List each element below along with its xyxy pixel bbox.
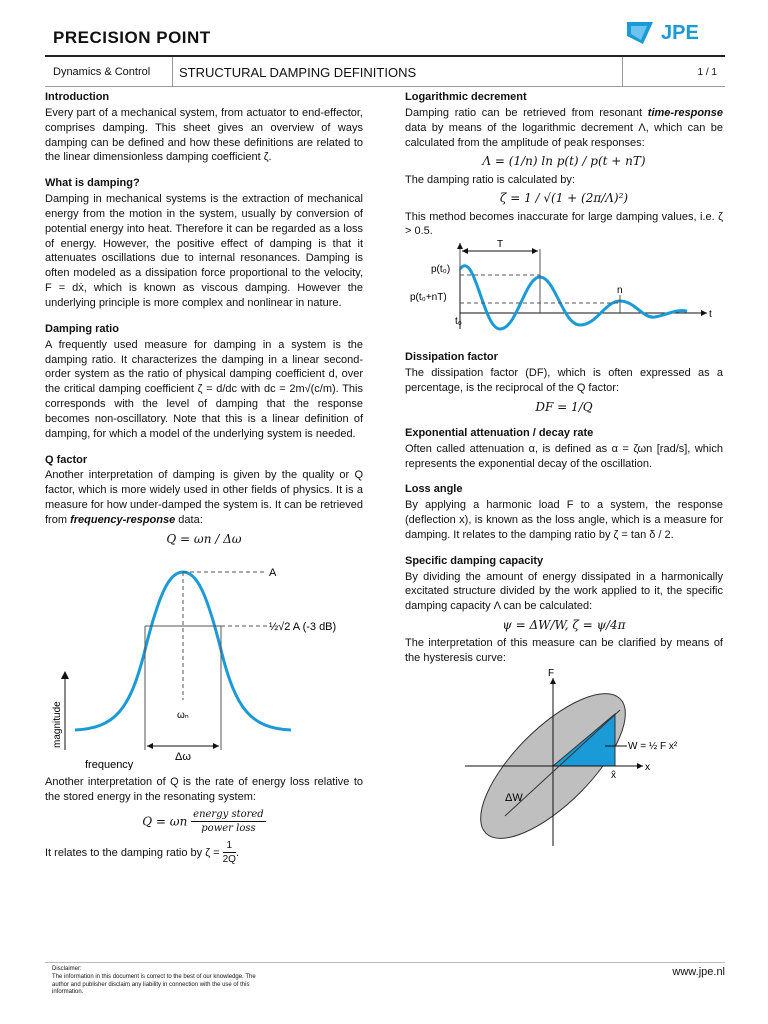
center-label: ωₙ: [177, 709, 189, 721]
y-axis-label: magnitude: [52, 701, 63, 748]
loss-text: By applying a harmonic load F to a system, the response (deflection x), is known as the loss angle, which is a measure for damping. It relates to the damping ratio by ζ = tan δ / 2.: [405, 499, 723, 541]
peak-label: A: [269, 566, 277, 579]
intro-section: [45, 90, 363, 165]
jpe-logo-icon: [625, 18, 659, 48]
exp-section: [405, 426, 723, 472]
exp-text: Often called attenuation α, is defined as α = ζωn [rad/s], which represents the exponential decay of the oscillation.: [405, 442, 723, 470]
df-heading: Dissipation factor: [405, 351, 498, 364]
log-heading: Logarithmic decrement: [405, 91, 527, 103]
x-axis-label: frequency: [85, 758, 134, 770]
what-heading: What is damping?: [45, 177, 140, 190]
q-section: [45, 453, 363, 867]
T-label: T: [497, 239, 504, 251]
disclaimer: Disclaimer: The information in this document is correct to the best of our knowledge. The author and publisher disclaim any liability in connection with the use of this information.: [52, 966, 256, 996]
logo-text: JPE: [661, 22, 699, 44]
left-column: [45, 90, 363, 878]
website-link[interactable]: www.jpe.nl: [672, 966, 725, 978]
q-equation-2: Q = ωn $\frac{\text{energy stored}}{\text{power loss}}$: [142, 808, 264, 834]
t-label: t: [709, 309, 712, 321]
n-label: n: [617, 285, 623, 297]
p-t0-label: p(t₀): [431, 264, 451, 276]
ratio-text: A frequently used measure for damping in a system is the damping ratio. It characterizes the damping in a linear second-order system as the ratio of physical damping coefficient d, over the critical damping coefficient ζ = d/dc with dc = 2m√(c/m). This corresponds with the level of damping that the response becomes non-oscillatory. Note that this is a linear definition of damping, for which a model of the underlying system is needed.: [45, 338, 363, 440]
page-header: [45, 22, 725, 52]
df-equation: DF = 1/Q: [535, 399, 593, 414]
df-text: The dissipation factor (DF), which is often expressed as a percentage, is the reciprocal of the Q factor:: [405, 366, 723, 394]
q-plot: [45, 550, 363, 770]
sdc-text: By dividing the amount of energy dissipated in a harmonically excitated structure divided by the work applied to it, the specific damping capacity Λ can be calculated:: [405, 570, 723, 613]
what-text: Damping in mechanical systems is the extraction of mechanical energy from the motion in the system, usually by conversion of potential energy into heat. Therefore it can be regarded as a loss of energy. However, the positive effect of damping is that it attenuates oscillations due to internal resonances. Damping is often modeled as a dissipation force proportional to the velocity, F = dẋ, which is known as viscous damping. However the underlying principle is more complex and nonlinear in nature.: [45, 193, 363, 309]
half-power-label: ½√2 A (-3 dB): [269, 620, 337, 633]
right-column: [405, 90, 723, 867]
what-section: [45, 176, 363, 311]
sdc-equation: ψ = ΔW/W, ζ = ψ/4π: [502, 618, 626, 633]
brand-title: PRECISION POINT: [53, 28, 211, 47]
dw-label: ΔW: [505, 792, 523, 804]
log-equation: Λ = (1/n) ln p(t) / p(t + nT): [482, 154, 646, 169]
exp-heading: Exponential attenuation / decay rate: [405, 426, 594, 439]
jpe-logo: [625, 18, 715, 52]
log-text-4: This method becomes inaccurate for large damping values, i.e. ζ > 0.5.: [405, 210, 723, 238]
x-label: x: [645, 762, 650, 773]
q-heading: Q factor: [45, 453, 88, 466]
log-section: [405, 90, 723, 339]
q-text: Another interpretation of damping is given by the quality or Q factor, which is more widely used in other fields of physics. It is a measure for how under-damped the system is. It can be retrieved from frequency-response data:: [45, 469, 363, 526]
intro-heading: Introduction: [45, 91, 110, 103]
ratio-section: [45, 322, 363, 442]
sdc-section: [405, 554, 723, 856]
q-text-3: Another interpretation of Q is the rate of energy loss relative to the stored energy in the resonating system:: [45, 775, 363, 803]
sheet-title: STRUCTURAL DAMPING DEFINITIONS: [173, 57, 623, 87]
loss-section: [405, 482, 723, 542]
log-equation-2: ζ = 1 / √(1 + (2π/Λ)²): [499, 191, 629, 206]
ratio-heading: Damping ratio: [45, 322, 119, 335]
log-text-3: The damping ratio is calculated by:: [405, 173, 575, 186]
category-label: Dynamics & Control: [45, 57, 173, 87]
page-number: 1 / 1: [697, 66, 717, 78]
loss-heading: Loss angle: [405, 483, 463, 496]
f-label: F: [548, 668, 555, 679]
xhat-label: x̂: [611, 770, 616, 781]
sdc-heading: Specific damping capacity: [405, 554, 544, 567]
df-section: [405, 350, 723, 415]
p-t0-nT-label: p(t₀+nT): [410, 292, 447, 304]
decay-plot: [405, 239, 723, 334]
t0-label: t₀: [455, 316, 462, 328]
bw-label: Δω: [175, 750, 191, 763]
log-text: Damping ratio can be retrieved from resonant time-response data by means of the logarithmic decrement Λ, which can be calculated from the amplitude of peak responses:: [405, 106, 723, 149]
intro-text: Every part of a mechanical system, from actuator to end-effector, comprises damping. This sheet gives an overview of ways damping can be defined and how these definitions are related to the linear dimensionless damping coefficient ζ.: [45, 106, 363, 164]
sdc-text-2: The interpretation of this measure can be clarified by means of the hysteresis curve:: [405, 637, 723, 665]
footer-divider: [45, 962, 725, 963]
header-bar: [45, 55, 725, 87]
w-label: W = ½ F x²: [628, 741, 678, 752]
hysteresis-plot: [405, 666, 723, 851]
q-equation: Q = ωn / Δω: [166, 531, 242, 546]
q-text-4: It relates to the damping ratio by ζ = $\frac{1}{2Q}$ .: [45, 839, 239, 865]
decay-curve: [460, 266, 687, 329]
